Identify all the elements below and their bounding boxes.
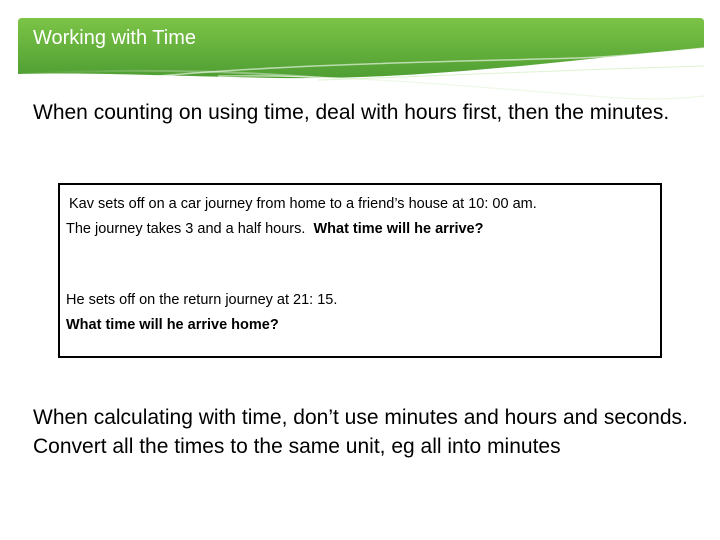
question-box	[58, 183, 662, 358]
title-banner	[18, 18, 704, 110]
question-1-line-1: Kav sets off on a car journey from home to a friend’s house at 10: 00 am.	[69, 196, 537, 212]
intro-text: When counting on using time, deal with hours first, then the minutes.	[33, 101, 670, 124]
question-1-prompt: What time will he arrive?	[313, 221, 484, 237]
outro-text: When calculating with time, don’t use minutes and hours and seconds. Convert all the times to the same unit, eg all into minutes	[33, 406, 688, 458]
slide-title: Working with Time	[33, 27, 197, 49]
question-2-prompt: What time will he arrive home?	[66, 317, 279, 333]
question-1-statement: The journey takes 3 and a half hours.	[66, 221, 314, 237]
question-1-line-2	[66, 217, 483, 242]
question-2-line-1: He sets off on the return journey at 21: 15.	[66, 292, 338, 308]
